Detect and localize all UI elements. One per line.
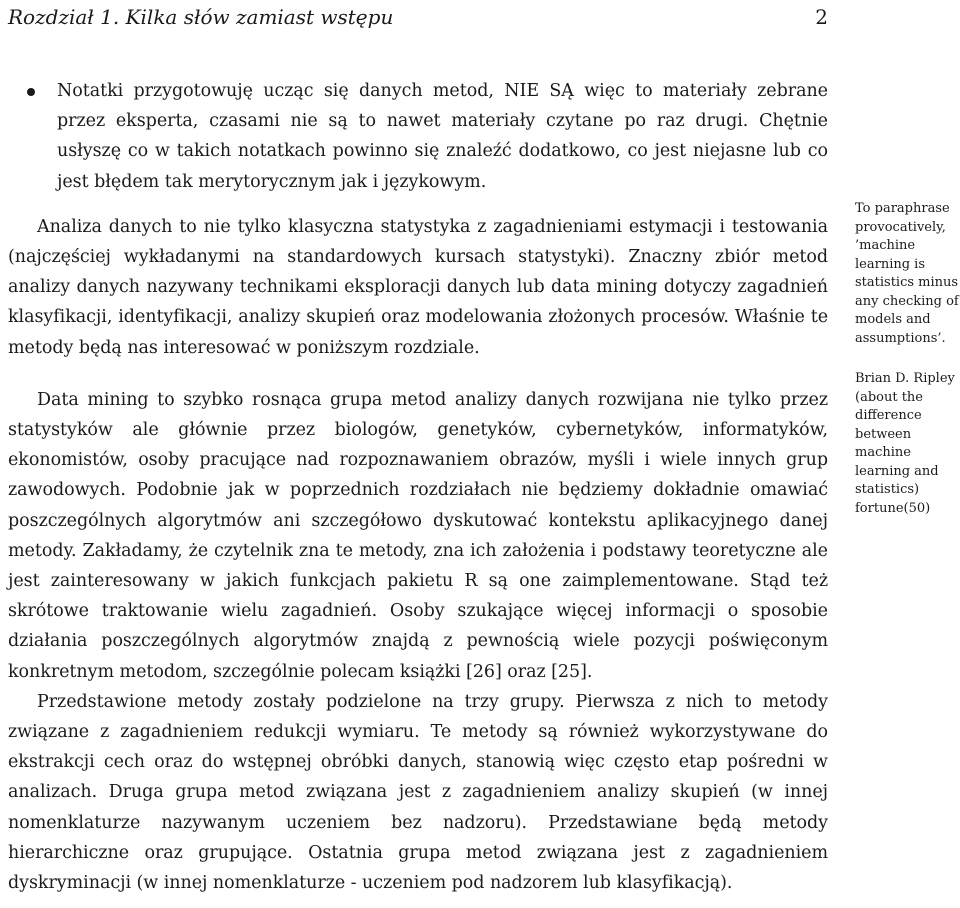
list-item (8, 76, 828, 197)
sidenote-quote: To paraphrase provocatively, ’machine learning is statistics minus any checking of models and assumptions’. (855, 201, 959, 346)
bullet-text: Notatki przygotowuję ucząc się danych metod, NIE SĄ więc to materiały zebrane przez eksperta, czasami nie są to nawet materiały czytane po raz drugi. Chętnie usłyszę co w takich notatkach powinno się znaleźć dodatkowo, co jest niejasne lub co jest błędem tak merytorycznym jak i językowym. (57, 81, 828, 192)
page-header (8, 2, 828, 32)
bullet-dot-icon (27, 88, 35, 96)
paragraph-data-mining: Data mining to szybko rosnąca grupa metod analizy danych rozwijana nie tylko przez statystyków ale głównie przez biologów, genetyków, cybernetyków, informatyków, ekonomistów, osoby pracujące nad rozpoznawaniem obrazów, myśli i wiele innych grup zawodowych. Podobnie jak w poprzednich rozdziałach nie będziemy dokładnie omawiać poszczególnych algorytmów ani szczegółowo dyskutować kontekstu aplikacyjnego danej metody. Zakładamy, że czytelnik zna te metody, zna ich założenia i podstawy teoretyczne ale jest zainteresowany w jakich funkcjach pakietu R są one zaimplementowane. Stąd też skrótowe traktowanie wielu zagadnień. Osoby szukające więcej informacji o sposobie działania poszczególnych algorytmów znajdą z pewnością wiele pozycji poświęconym konkretnym metodom, szczególnie polecam książki [26] oraz [25]. (8, 389, 828, 682)
margin-notes (855, 200, 960, 518)
chapter-title: Rozdział 1. Kilka słów zamiast wstępu (8, 5, 394, 29)
main-text (8, 76, 828, 898)
paragraph-methods: Przedstawione metody zostały podzielone na trzy grupy. Pierwsza z nich to metody związane z zagadnieniem redukcji wymiaru. Te metody są również wykorzystywane do ekstrakcji cech oraz do wstępnej obróbki danych, stanowią więc często etap pośredni w analizach. Druga grupa metod związana jest z zagadnieniem analizy skupień (w innej nomenklaturze nazywanym uczeniem bez nadzoru). Przedstawiane będą metody hierarchiczne oraz grupujące. Ostatnia grupa metod związana jest z zagadnieniem dyskryminacji (w innej nomenklaturze - uczeniem pod nadzorem lub klasyfikacją). (8, 691, 828, 894)
page-number: 2 (815, 5, 828, 29)
sidenote-attribution: Brian D. Ripley (about the difference between machine learning and statistics) fortune(50) (855, 371, 955, 516)
paragraph-analysis: Analiza danych to nie tylko klasyczna statystyka z zagadnieniami estymacji i testowania (najczęściej wykładanymi na standardowych kursach statystyki). Znaczny zbiór metod analizy danych nazywany technikami eksploracji danych lub data mining dotyczy zagadnień klasyfikacji, identyfikacji, analizy skupień oraz modelowania złożonych procesów. Właśnie te metody będą nas interesować w poniższym rozdziale. (8, 216, 828, 358)
bullet-list (8, 76, 828, 197)
